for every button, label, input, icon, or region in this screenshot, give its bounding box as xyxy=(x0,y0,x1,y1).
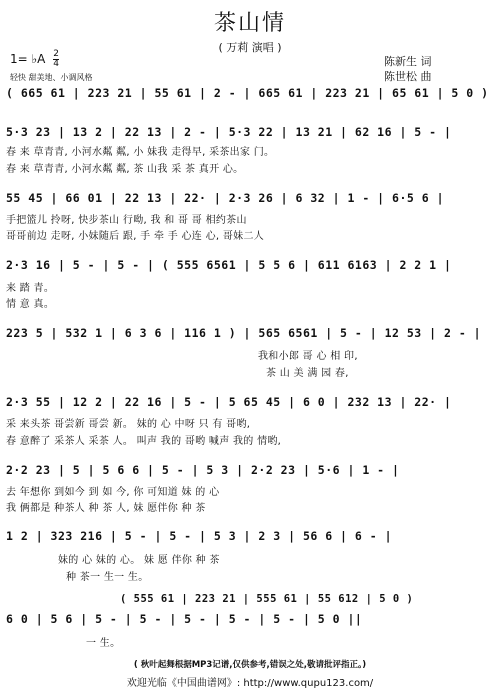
lyric-line: 哥哥前边 走呀, 小妹随后 跟, 手 牵 手 心连 心, 哥妹二人 xyxy=(6,231,265,242)
tempo-marking: 轻快 甜美地、小调风格 xyxy=(10,73,93,82)
singer-credit: ( 万莉 演唱 ) xyxy=(218,41,282,54)
song-title: 茶山情 xyxy=(213,11,286,36)
lyric-line: 我和小郎 哥 心 相 印, xyxy=(258,351,358,362)
time-signature-bottom: 4 xyxy=(53,59,59,69)
lyric-line: 春 意醉了 采茶人 采茶 人。 叫声 我的 哥哟 喊声 我的 情哟, xyxy=(6,436,282,447)
lyric-line: 情 意 真。 xyxy=(6,299,55,310)
notation-line: ( 555 61 | 223 21 | 555 61 | 55 612 | 5 0 ) xyxy=(120,593,414,605)
notation-line: ( 665 61 | 223 21 | 55 61 | 2 - | 665 61 | 223 21 | 65 61 | 5 0 ) xyxy=(6,86,489,100)
lyric-line: 采 来头茶 哥尝新 哥尝 新。 妹的 心 中呀 只 有 哥哟, xyxy=(6,419,251,430)
notation-line: 1 2 | 323 216 | 5 - | 5 - | 5 3 | 2 3 | 56 6 | 6 - | xyxy=(6,529,393,543)
key-label: 1= ♭A xyxy=(10,52,46,66)
lyric-line: 手把篮儿 拎呀, 快步茶山 行呦, 我 和 哥 哥 相约茶山 xyxy=(6,215,247,226)
lyric-line: 春 来 草青青, 小河水粼 粼, 小 妹我 走得早, 采茶出家 门。 xyxy=(6,147,275,158)
notation-line: 5·3 23 | 13 2 | 22 13 | 2 - | 5·3 22 | 13 21 | 62 16 | 5 - | xyxy=(6,125,452,139)
time-signature xyxy=(53,50,59,69)
time-signature-top: 2 xyxy=(53,49,59,59)
lyric-line: 种 茶一 生一 生。 xyxy=(66,572,149,583)
lyric-line: 春 来 草青青, 小河水粼 粼, 茶 山我 采 茶 真开 心。 xyxy=(6,164,244,175)
notation-line: 223 5 | 532 1 | 6 3 6 | 116 1 ) | 565 6561 | 5 - | 12 53 | 2 - | xyxy=(6,326,482,340)
notation-line: 55 45 | 66 01 | 22 13 | 22· | 2·3 26 | 6 32 | 1 - | 6·5 6 | xyxy=(6,191,444,205)
notation-line: 2·3 55 | 12 2 | 22 16 | 5 - | 5 65 45 | 6 0 | 232 13 | 22· | xyxy=(6,395,452,409)
notation-line: 2·3 16 | 5 - | 5 - | ( 555 6561 | 5 5 6 | 611 6163 | 2 2 1 | xyxy=(6,258,452,272)
lyric-line: 来 踏 青。 xyxy=(6,283,55,294)
transcriber-note: ( 秋叶起舞根据MP3记谱,仅供参考,错误之处,敬请批评指正。) xyxy=(133,660,367,670)
notation-line: 2·2 23 | 5 | 5 6 6 | 5 - | 5 3 | 2·2 23 | 5·6 | 1 - | xyxy=(6,463,400,477)
lyric-line: 茶 山 美 满 园 春, xyxy=(266,368,349,379)
composer-credit: 陈世松 曲 xyxy=(384,70,432,83)
key-signature xyxy=(10,50,59,69)
lyric-line: 妹的 心 妹的 心。 妹 愿 伴你 种 茶 xyxy=(58,555,220,566)
lyricist-credit: 陈新生 词 xyxy=(384,55,432,68)
website-footer: 欢迎光临《中国曲谱网》: http://www.qupu123.com/ xyxy=(126,678,374,689)
lyric-line: 一 生。 xyxy=(86,638,121,649)
lyric-line: 去 年想你 到如今 到 如 今, 你 可知道 妹 的 心 xyxy=(6,487,220,498)
notation-line: 6 0 | 5 6 | 5 - | 5 - | 5 - | 5 - | 5 - | 5 0 || xyxy=(6,612,363,626)
lyric-line: 我 俩都是 种茶人 种 茶 人, 妹 愿伴你 种 茶 xyxy=(6,503,206,514)
